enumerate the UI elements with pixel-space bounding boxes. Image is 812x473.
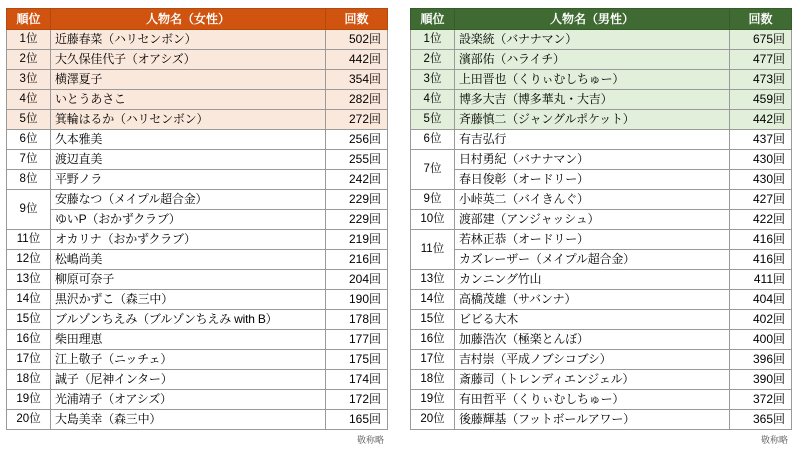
cell-rank: 6位 <box>7 130 51 150</box>
cell-count: 396回 <box>730 350 792 370</box>
cell-count: 177回 <box>326 330 388 350</box>
header-count: 回数 <box>326 9 388 30</box>
cell-person-name: 有吉弘行 <box>455 130 730 150</box>
table-row <box>411 70 792 90</box>
cell-rank: 7位 <box>411 150 455 190</box>
table-row <box>7 270 388 290</box>
table-row <box>7 230 388 250</box>
female-table-body <box>7 30 388 430</box>
table-row <box>7 150 388 170</box>
table-row <box>411 170 792 190</box>
cell-count: 372回 <box>730 390 792 410</box>
cell-person-name: 渡部建（アンジャッシュ） <box>455 210 730 230</box>
cell-person-name: 渡辺直美 <box>51 150 326 170</box>
cell-person-name: 久本雅美 <box>51 130 326 150</box>
table-row <box>411 150 792 170</box>
cell-person-name: 有田哲平（くりぃむしちゅー） <box>455 390 730 410</box>
cell-person-name: 近藤春菜（ハリセンボン） <box>51 30 326 50</box>
male-ranking-table <box>410 8 792 430</box>
table-row <box>411 230 792 250</box>
table-header-row <box>7 9 388 30</box>
cell-count: 165回 <box>326 410 388 430</box>
cell-count: 242回 <box>326 170 388 190</box>
cell-count: 272回 <box>326 110 388 130</box>
cell-rank: 3位 <box>411 70 455 90</box>
cell-rank: 11位 <box>7 230 51 250</box>
cell-rank: 20位 <box>411 410 455 430</box>
cell-count: 430回 <box>730 170 792 190</box>
cell-count: 473回 <box>730 70 792 90</box>
table-row <box>411 190 792 210</box>
header-name: 人物名（女性） <box>51 9 326 30</box>
cell-count: 172回 <box>326 390 388 410</box>
cell-count: 282回 <box>326 90 388 110</box>
male-ranking-panel <box>410 8 792 446</box>
female-ranking-panel <box>6 8 388 446</box>
cell-count: 675回 <box>730 30 792 50</box>
cell-rank: 5位 <box>411 110 455 130</box>
cell-person-name: 日村勇紀（バナナマン） <box>455 150 730 170</box>
cell-count: 416回 <box>730 250 792 270</box>
cell-count: 229回 <box>326 210 388 230</box>
cell-person-name: 後藤輝基（フットボールアワー） <box>455 410 730 430</box>
table-row <box>411 370 792 390</box>
cell-person-name: 大島美幸（森三中） <box>51 410 326 430</box>
table-row <box>7 390 388 410</box>
cell-person-name: いとうあさこ <box>51 90 326 110</box>
cell-person-name: 江上敬子（ニッチェ） <box>51 350 326 370</box>
cell-count: 437回 <box>730 130 792 150</box>
table-row <box>7 130 388 150</box>
cell-rank: 4位 <box>7 90 51 110</box>
table-row <box>411 270 792 290</box>
table-row <box>7 170 388 190</box>
header-rank: 順位 <box>411 9 455 30</box>
header-count: 回数 <box>730 9 792 30</box>
header-rank: 順位 <box>7 9 51 30</box>
cell-rank: 1位 <box>411 30 455 50</box>
table-row <box>7 210 388 230</box>
cell-rank: 9位 <box>411 190 455 210</box>
cell-person-name: 博多大吉（博多華丸・大吉） <box>455 90 730 110</box>
cell-person-name: 設楽統（バナナマン） <box>455 30 730 50</box>
cell-person-name: 横澤夏子 <box>51 70 326 90</box>
table-row <box>7 70 388 90</box>
table-row <box>411 50 792 70</box>
table-row <box>411 90 792 110</box>
cell-count: 354回 <box>326 70 388 90</box>
cell-person-name: 濱部佑（ハライチ） <box>455 50 730 70</box>
cell-rank: 17位 <box>7 350 51 370</box>
cell-count: 216回 <box>326 250 388 270</box>
table-row <box>7 410 388 430</box>
cell-count: 404回 <box>730 290 792 310</box>
cell-person-name: 加藤浩次（極楽とんぼ） <box>455 330 730 350</box>
cell-person-name: オカリナ（おかずクラブ） <box>51 230 326 250</box>
table-row <box>7 330 388 350</box>
cell-rank: 16位 <box>7 330 51 350</box>
cell-rank: 7位 <box>7 150 51 170</box>
cell-person-name: 吉村崇（平成ノブシコブシ） <box>455 350 730 370</box>
cell-count: 190回 <box>326 290 388 310</box>
cell-person-name: カズレーザー（メイプル超合金） <box>455 250 730 270</box>
cell-count: 430回 <box>730 150 792 170</box>
table-row <box>411 350 792 370</box>
cell-count: 400回 <box>730 330 792 350</box>
cell-rank: 2位 <box>7 50 51 70</box>
cell-rank: 6位 <box>411 130 455 150</box>
cell-person-name: 黒沢かずこ（森三中） <box>51 290 326 310</box>
cell-person-name: ビビる大木 <box>455 310 730 330</box>
cell-person-name: 斉藤慎二（ジャングルポケット） <box>455 110 730 130</box>
female-ranking-table <box>6 8 388 430</box>
cell-count: 427回 <box>730 190 792 210</box>
cell-person-name: 誠子（尼神インター） <box>51 370 326 390</box>
cell-rank: 16位 <box>411 330 455 350</box>
table-row <box>411 410 792 430</box>
cell-person-name: カンニング竹山 <box>455 270 730 290</box>
cell-person-name: 若林正恭（オードリー） <box>455 230 730 250</box>
cell-count: 256回 <box>326 130 388 150</box>
cell-rank: 18位 <box>7 370 51 390</box>
cell-rank: 2位 <box>411 50 455 70</box>
table-row <box>411 30 792 50</box>
cell-rank: 10位 <box>411 210 455 230</box>
cell-rank: 4位 <box>411 90 455 110</box>
cell-count: 442回 <box>730 110 792 130</box>
cell-rank: 13位 <box>411 270 455 290</box>
female-footnote: 敬称略 <box>356 435 384 445</box>
cell-count: 477回 <box>730 50 792 70</box>
cell-rank: 15位 <box>7 310 51 330</box>
cell-count: 416回 <box>730 230 792 250</box>
header-name: 人物名（男性） <box>455 9 730 30</box>
table-row <box>411 330 792 350</box>
table-row <box>411 110 792 130</box>
cell-person-name: 柴田理恵 <box>51 330 326 350</box>
cell-person-name: 高橋茂雄（サバンナ） <box>455 290 730 310</box>
cell-person-name: 箕輪はるか（ハリセンボン） <box>51 110 326 130</box>
cell-count: 442回 <box>326 50 388 70</box>
cell-person-name: 大久保佳代子（オアシズ） <box>51 50 326 70</box>
cell-count: 402回 <box>730 310 792 330</box>
cell-rank: 18位 <box>411 370 455 390</box>
cell-count: 229回 <box>326 190 388 210</box>
cell-person-name: 上田晋也（くりぃむしちゅー） <box>455 70 730 90</box>
cell-rank: 19位 <box>411 390 455 410</box>
table-row <box>7 250 388 270</box>
table-row <box>7 110 388 130</box>
cell-count: 459回 <box>730 90 792 110</box>
cell-count: 255回 <box>326 150 388 170</box>
cell-count: 390回 <box>730 370 792 390</box>
cell-rank: 11位 <box>411 230 455 270</box>
male-footnote: 敬称略 <box>760 435 788 445</box>
cell-rank: 15位 <box>411 310 455 330</box>
cell-rank: 14位 <box>411 290 455 310</box>
table-row <box>7 90 388 110</box>
table-row <box>7 310 388 330</box>
cell-count: 502回 <box>326 30 388 50</box>
table-row <box>411 390 792 410</box>
cell-person-name: 安藤なつ（メイプル超合金） <box>51 190 326 210</box>
cell-person-name: 春日俊彰（オードリー） <box>455 170 730 190</box>
cell-person-name: 松嶋尚美 <box>51 250 326 270</box>
table-row <box>411 210 792 230</box>
cell-count: 204回 <box>326 270 388 290</box>
table-header-row <box>411 9 792 30</box>
cell-person-name: ゆいP（おかずクラブ） <box>51 210 326 230</box>
cell-person-name: 小峠英二（バイきんぐ） <box>455 190 730 210</box>
table-row <box>7 50 388 70</box>
table-row <box>411 290 792 310</box>
cell-person-name: 平野ノラ <box>51 170 326 190</box>
cell-rank: 5位 <box>7 110 51 130</box>
cell-person-name: 斎藤司（トレンディエンジェル） <box>455 370 730 390</box>
cell-rank: 17位 <box>411 350 455 370</box>
male-table-body <box>411 30 792 430</box>
table-row <box>411 130 792 150</box>
cell-person-name: 柳原可奈子 <box>51 270 326 290</box>
cell-rank: 1位 <box>7 30 51 50</box>
cell-count: 422回 <box>730 210 792 230</box>
cell-count: 175回 <box>326 350 388 370</box>
table-row <box>411 310 792 330</box>
cell-rank: 14位 <box>7 290 51 310</box>
cell-rank: 9位 <box>7 190 51 230</box>
cell-count: 365回 <box>730 410 792 430</box>
cell-person-name: ブルゾンちえみ（ブルゾンちえみ with B） <box>51 310 326 330</box>
cell-rank: 8位 <box>7 170 51 190</box>
table-row <box>7 350 388 370</box>
table-row <box>7 30 388 50</box>
table-row <box>7 290 388 310</box>
cell-count: 178回 <box>326 310 388 330</box>
cell-rank: 13位 <box>7 270 51 290</box>
table-row <box>411 250 792 270</box>
table-row <box>7 190 388 210</box>
cell-rank: 19位 <box>7 390 51 410</box>
cell-rank: 12位 <box>7 250 51 270</box>
cell-rank: 20位 <box>7 410 51 430</box>
cell-person-name: 光浦靖子（オアシズ） <box>51 390 326 410</box>
table-row <box>7 370 388 390</box>
cell-count: 411回 <box>730 270 792 290</box>
cell-count: 219回 <box>326 230 388 250</box>
cell-count: 174回 <box>326 370 388 390</box>
cell-rank: 3位 <box>7 70 51 90</box>
